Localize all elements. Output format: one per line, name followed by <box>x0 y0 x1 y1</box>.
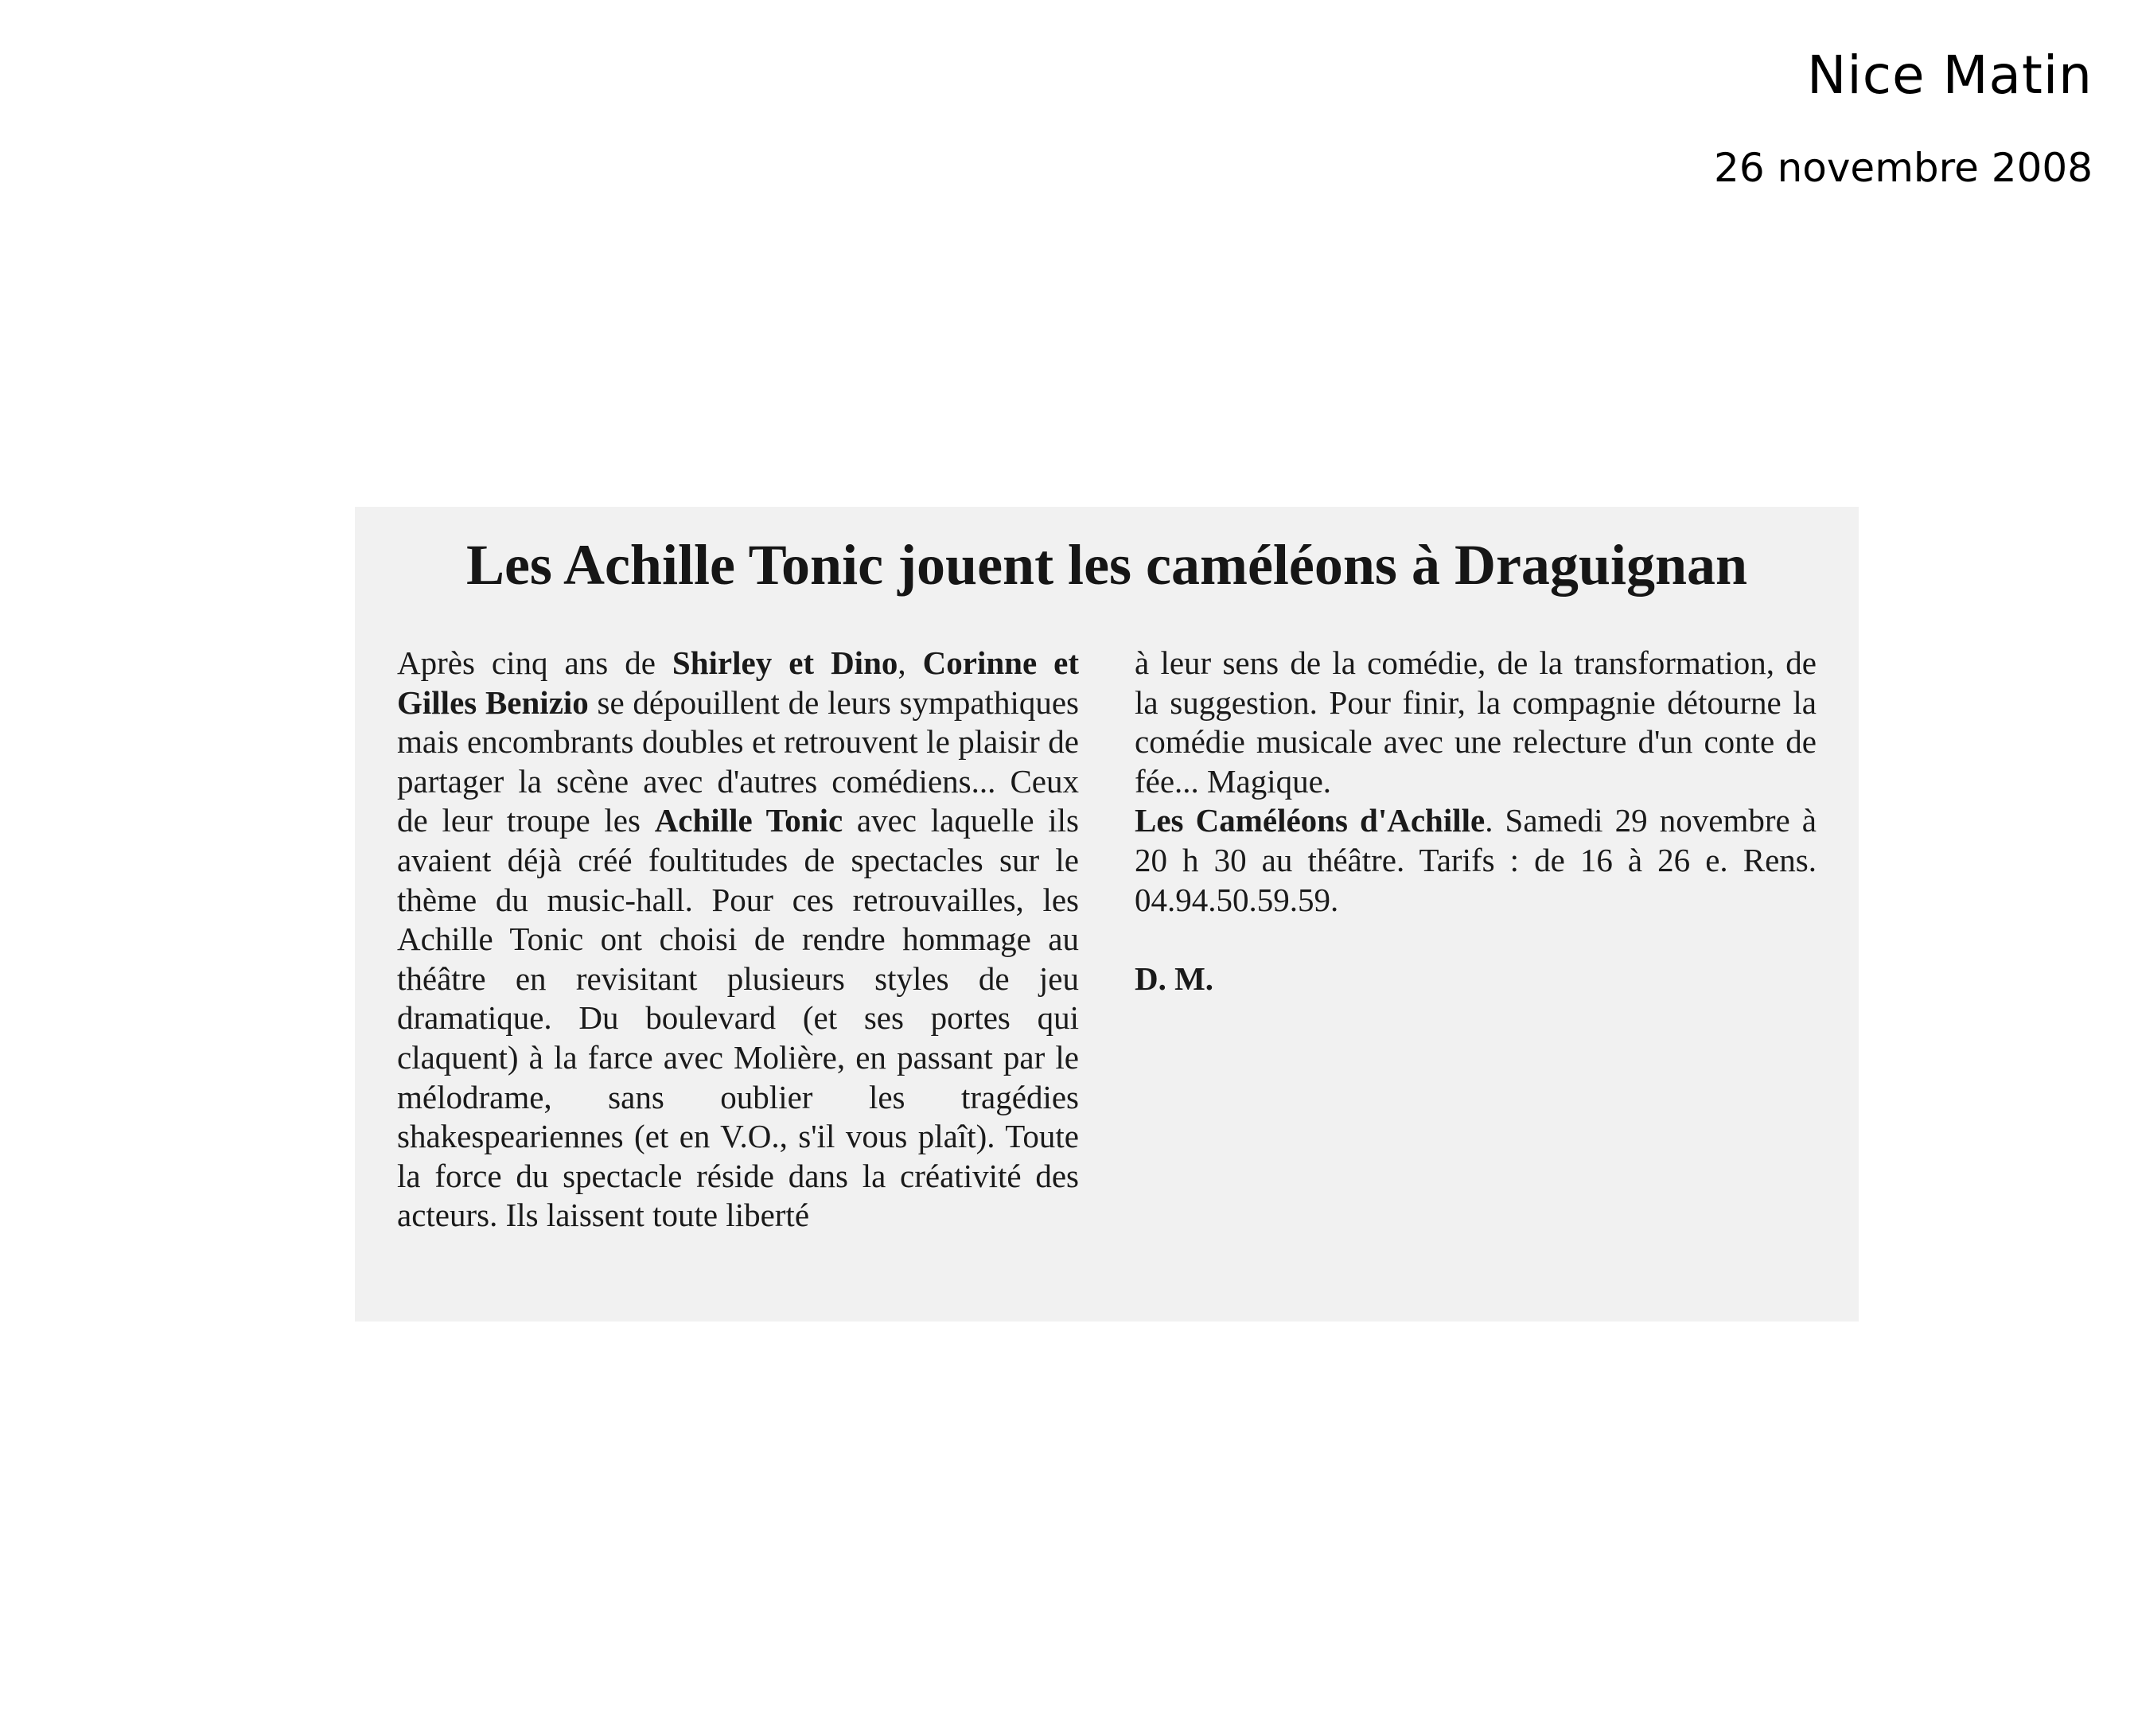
bold-name: Shirley et Dino <box>672 644 898 681</box>
show-title: Les Caméléons d'Achille <box>1135 802 1486 839</box>
article-column-left <box>397 644 1079 1236</box>
text-run: se dépouillent de leurs sympathiques mais encombrants doubles et retrouvent le plaisir de partager la scène avec d'autres comédiens... Ceux de leur troupe les <box>397 683 1079 839</box>
show-info-paragraph <box>1135 801 1817 920</box>
text-run: avec laquelle ils avaient déjà créé foultitudes de spectacles sur le thème du music-hall. Pour ces retrouvailles, les Achille Tonic ont choisi de rendre hommage au théâtre en revisitant plusieurs styles de jeu dramatique. Du boulevard (et ses portes qui claquent) à la farce avec Molière, en passant par le mélodrame, sans oublier les tragédies shakespeariennes (et en V.O., s'il vous plaît). Toute la force du spectacle réside dans la créativité des acteurs. Ils laissent toute liberté <box>397 802 1079 1234</box>
text-run: , <box>898 644 923 681</box>
newspaper-clipping <box>355 507 1859 1321</box>
article-headline: Les Achille Tonic jouent les caméléons à Draguignan <box>465 533 1748 597</box>
source-block <box>1714 40 2093 194</box>
bold-name: Achille Tonic <box>654 802 843 839</box>
newspaper-name: Nice Matin <box>1806 45 2093 106</box>
show-details: . Samedi 29 novembre à 20 h 30 au théâtre. Tarifs : de 16 à 26 e. Rens. 04.94.50.59.59. <box>1135 802 1817 918</box>
text-run: Après cinq ans de <box>397 644 672 681</box>
publication-date: 26 novembre 2008 <box>1714 145 2093 191</box>
author-signature: D. M. <box>1135 960 1214 998</box>
article-paragraph: à leur sens de la comédie, de la transformation, de la suggestion. Pour finir, la compagnie détourne la comédie musicale avec une relecture d'un conte de fée... Magique. <box>1135 644 1817 800</box>
bold-name: Corinne et Gilles Benizio <box>397 644 1080 721</box>
article-paragraph <box>397 644 1079 1236</box>
article-column-right <box>1135 644 1817 999</box>
